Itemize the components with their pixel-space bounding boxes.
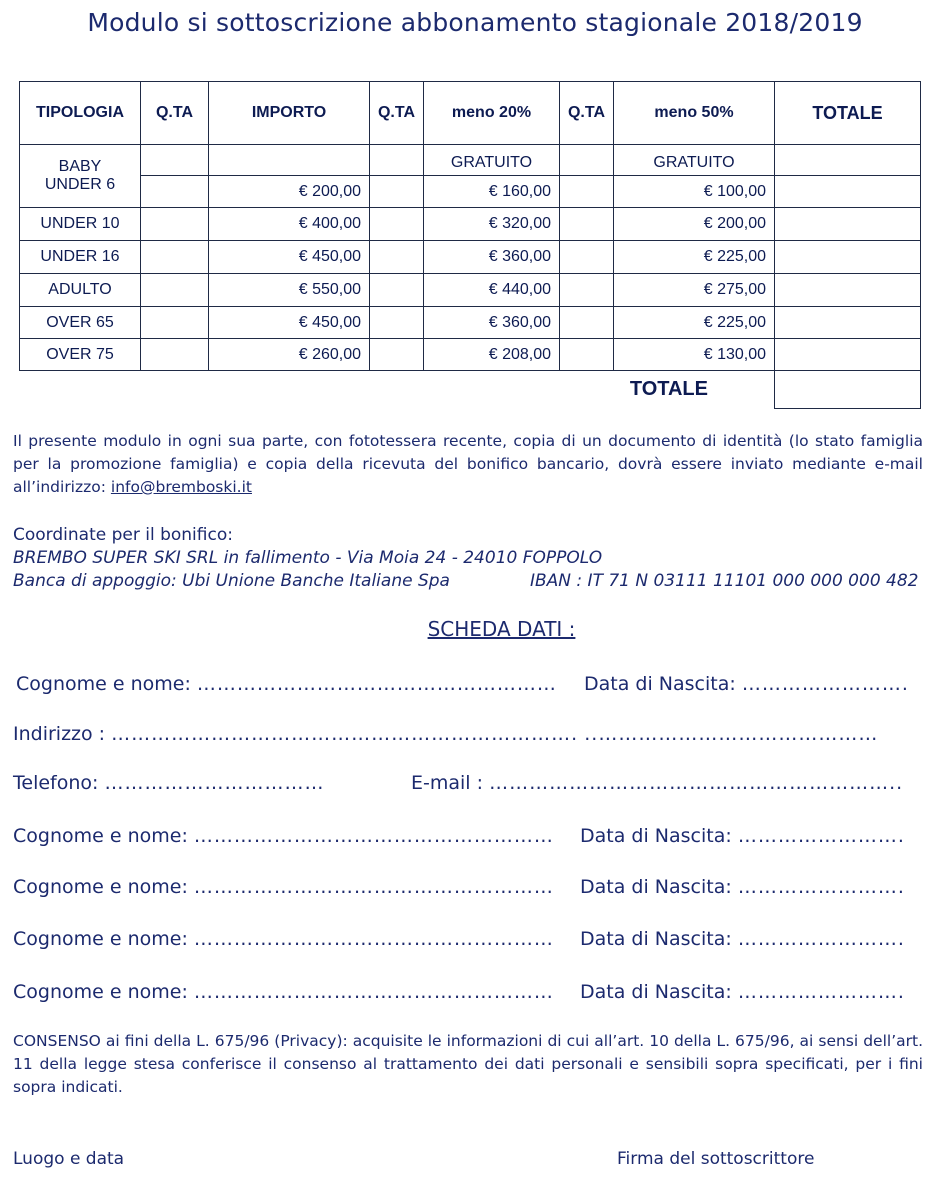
- qta-cell[interactable]: [560, 145, 614, 176]
- field-dots: …………………….: [737, 928, 905, 950]
- field-cognome-nome[interactable]: [16, 673, 557, 695]
- meno20-cell: € 320,00: [424, 208, 560, 241]
- field-cognome-nome[interactable]: [13, 876, 554, 898]
- meno50-cell: € 100,00: [614, 176, 775, 208]
- field-data-nascita[interactable]: [580, 981, 905, 1003]
- qta-cell[interactable]: [560, 208, 614, 241]
- qta-cell[interactable]: [370, 307, 424, 339]
- baby-label-line2: UNDER 6: [44, 176, 116, 193]
- header-importo: IMPORTO: [209, 82, 370, 145]
- table-header-row: [20, 82, 921, 145]
- header-tipologia: TIPOLOGIA: [20, 82, 141, 145]
- tipologia-cell: UNDER 10: [20, 208, 141, 241]
- table-total-row: [20, 371, 921, 409]
- totale-cell[interactable]: [775, 241, 921, 274]
- baby-label-line1: BABY: [58, 158, 102, 175]
- totale-cell[interactable]: [775, 339, 921, 371]
- field-dots: ..……………………………………: [584, 723, 879, 745]
- field-label: Indirizzo :: [13, 723, 106, 745]
- meno50-cell: € 225,00: [614, 307, 775, 339]
- qta-cell[interactable]: [560, 176, 614, 208]
- totale-cell[interactable]: [775, 145, 921, 176]
- tipologia-cell: UNDER 16: [20, 241, 141, 274]
- qta-cell[interactable]: [370, 176, 424, 208]
- bank-heading: Coordinate per il bonifico:: [13, 525, 233, 545]
- tipologia-cell: ADULTO: [20, 274, 141, 307]
- field-dots: ………………………………………………: [193, 876, 554, 898]
- qta-cell[interactable]: [370, 145, 424, 176]
- table-row-baby: [20, 145, 921, 176]
- qta-cell[interactable]: [141, 208, 209, 241]
- field-dots: …………………….: [741, 673, 909, 695]
- grand-total-cell[interactable]: [775, 371, 921, 409]
- meno20-cell: € 360,00: [424, 307, 560, 339]
- bank-company: BREMBO SUPER SKI SRL in fallimento - Via Moia 24 - 24010 FOPPOLO: [13, 548, 603, 568]
- field-email[interactable]: [411, 772, 903, 794]
- meno20-cell: € 360,00: [424, 241, 560, 274]
- field-label: Cognome e nome:: [13, 825, 188, 847]
- importo-cell: € 450,00: [209, 241, 370, 274]
- importo-cell: € 200,00: [209, 176, 370, 208]
- field-data-nascita[interactable]: [580, 876, 905, 898]
- field-dots: …………………….: [737, 825, 905, 847]
- importo-cell: € 550,00: [209, 274, 370, 307]
- field-label: Data di Nascita:: [580, 825, 732, 847]
- field-label: Cognome e nome:: [13, 876, 188, 898]
- qta-cell[interactable]: [141, 307, 209, 339]
- qta-cell[interactable]: [141, 145, 209, 176]
- header-qta: Q.TA: [370, 82, 424, 145]
- luogo-data-label: Luogo e data: [13, 1149, 125, 1169]
- qta-cell[interactable]: [370, 339, 424, 371]
- meno20-cell: € 160,00: [424, 176, 560, 208]
- totale-cell[interactable]: [775, 176, 921, 208]
- importo-cell: € 260,00: [209, 339, 370, 371]
- field-dots: ………………………………………………: [196, 673, 557, 695]
- meno50-cell: € 130,00: [614, 339, 775, 371]
- field-label: Data di Nascita:: [580, 876, 732, 898]
- qta-cell[interactable]: [370, 274, 424, 307]
- qta-cell[interactable]: [141, 176, 209, 208]
- privacy-consent-text: CONSENSO ai fini della L. 675/96 (Privacy): acquisite le informazioni di cui all’art. 10 della L. 675/96, ai sensi dell’art. 11 della legge stesa conferisce il consenso al trattamento dei dati personali e sensibili sopra specificati, per i fini sopra indicati.: [13, 1032, 923, 1096]
- header-qta: Q.TA: [560, 82, 614, 145]
- instructions-paragraph: [13, 430, 923, 499]
- form-title: Modulo si sottoscrizione abbonamento stagionale 2018/2019: [87, 8, 863, 37]
- meno20-cell: € 208,00: [424, 339, 560, 371]
- field-data-nascita[interactable]: [584, 673, 909, 695]
- gratuito-50-cell: GRATUITO: [614, 145, 775, 176]
- field-dots: …………………….: [737, 981, 905, 1003]
- header-meno50: meno 50%: [614, 82, 775, 145]
- importo-cell: € 450,00: [209, 307, 370, 339]
- tipologia-cell: OVER 75: [20, 339, 141, 371]
- field-label: Data di Nascita:: [584, 673, 736, 695]
- totale-cell[interactable]: [775, 274, 921, 307]
- field-cognome-nome[interactable]: [13, 928, 554, 950]
- qta-cell[interactable]: [141, 274, 209, 307]
- field-label: E-mail :: [411, 772, 484, 794]
- qta-cell[interactable]: [370, 208, 424, 241]
- tipologia-cell-baby: [20, 145, 141, 208]
- field-label: Data di Nascita:: [580, 928, 732, 950]
- table-row: [20, 241, 921, 274]
- importo-cell: [209, 145, 370, 176]
- importo-cell: € 400,00: [209, 208, 370, 241]
- qta-cell[interactable]: [370, 241, 424, 274]
- field-dots: …………………………………………………………….: [111, 723, 579, 745]
- tipologia-cell: OVER 65: [20, 307, 141, 339]
- qta-cell[interactable]: [560, 339, 614, 371]
- field-dots: ……………………………………………………..: [489, 772, 904, 794]
- field-data-nascita[interactable]: [580, 928, 905, 950]
- field-dots: ………………………………………………: [193, 928, 554, 950]
- field-data-nascita[interactable]: [580, 825, 905, 847]
- scheda-heading: SCHEDA DATI :: [427, 617, 576, 641]
- field-dots: ………………………………………………: [193, 981, 554, 1003]
- grand-total-label: TOTALE: [20, 371, 775, 409]
- header-meno20: meno 20%: [424, 82, 560, 145]
- qta-cell[interactable]: [560, 241, 614, 274]
- header-qta: Q.TA: [141, 82, 209, 145]
- field-cognome-nome[interactable]: [13, 981, 554, 1003]
- field-dots: …………………….: [737, 876, 905, 898]
- gratuito-20-cell: GRATUITO: [424, 145, 560, 176]
- field-label: Data di Nascita:: [580, 981, 732, 1003]
- qta-cell[interactable]: [560, 307, 614, 339]
- field-dots: ………………………………………………: [193, 825, 554, 847]
- table-row: [20, 307, 921, 339]
- totale-cell[interactable]: [775, 307, 921, 339]
- bank-name: Banca di appoggio: Ubi Unione Banche Italiane Spa: [13, 571, 450, 591]
- field-label: Cognome e nome:: [16, 673, 191, 695]
- instructions-text: Il presente modulo in ogni sua parte, con fototessera recente, copia di un documento di identità (lo stato famiglia per la promozione famiglia) e copia della ricevuta del bonifico bancario, dovrà essere inviato mediante e-mail all’indirizzo:: [13, 432, 923, 496]
- email-link[interactable]: info@bremboski.it: [110, 478, 252, 496]
- field-dots: ……………………………: [104, 772, 325, 794]
- field-label: Telefono:: [13, 772, 99, 794]
- qta-cell[interactable]: [560, 274, 614, 307]
- meno50-cell: € 275,00: [614, 274, 775, 307]
- field-cognome-nome[interactable]: [13, 825, 554, 847]
- firma-label: Firma del sottoscrittore: [617, 1149, 815, 1169]
- qta-cell[interactable]: [141, 241, 209, 274]
- field-label: Cognome e nome:: [13, 981, 188, 1003]
- meno50-cell: € 200,00: [614, 208, 775, 241]
- field-telefono[interactable]: [13, 772, 324, 794]
- totale-cell[interactable]: [775, 208, 921, 241]
- header-totale: TOTALE: [775, 82, 921, 145]
- table-row: [20, 339, 921, 371]
- field-label: Cognome e nome:: [13, 928, 188, 950]
- bank-iban: IBAN : IT 71 N 03111 11101 000 000 000 482: [530, 571, 919, 591]
- meno50-cell: € 225,00: [614, 241, 775, 274]
- qta-cell[interactable]: [141, 339, 209, 371]
- table-row: [20, 176, 921, 208]
- meno20-cell: € 440,00: [424, 274, 560, 307]
- table-row: [20, 208, 921, 241]
- table-row: [20, 274, 921, 307]
- price-table: [19, 81, 921, 409]
- field-indirizzo[interactable]: [13, 723, 878, 745]
